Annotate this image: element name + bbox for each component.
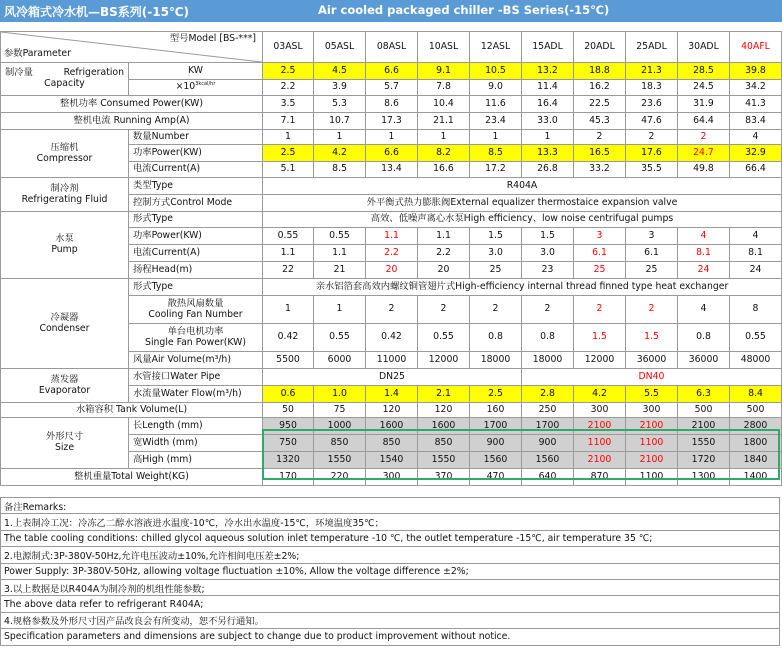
value-cell: 18.3 xyxy=(626,80,678,96)
value-cell: 10.4 xyxy=(418,96,470,113)
value-cell: 21 xyxy=(314,262,366,279)
cooling-label-cn: 制冷量 xyxy=(5,67,33,79)
model-header-7: 25ADL xyxy=(626,32,678,63)
value-cell: 1550 xyxy=(418,452,470,469)
value-cell: 2.2 xyxy=(418,245,470,262)
value-cell: 1840 xyxy=(730,452,782,469)
value-cell: 8.4 xyxy=(730,386,782,403)
compressor-current-label: 电流Current(A) xyxy=(129,162,263,178)
value-cell: 2100 xyxy=(678,418,730,435)
value-cell: 370 xyxy=(418,469,470,486)
value-cell: 8.5 xyxy=(470,145,522,162)
value-cell: 2 xyxy=(574,130,626,145)
value-cell: 17.6 xyxy=(626,145,678,162)
remark-row xyxy=(1,498,780,514)
value-cell: 64.4 xyxy=(678,113,730,130)
remark-line: 4.规格参数及外形尺寸因产品改良会有所变动，恕不另行通知。 xyxy=(1,612,780,628)
value-cell: 1540 xyxy=(366,452,418,469)
value-cell: 2 xyxy=(678,130,730,145)
value-cell: 1400 xyxy=(730,469,782,486)
value-cell: 0.8 xyxy=(470,324,522,352)
length-label: 长Length (mm) xyxy=(129,418,263,435)
value-cell: 300 xyxy=(626,403,678,418)
condenser-group-line-1: Condenser xyxy=(39,322,90,334)
value-cell: 0.55 xyxy=(314,228,366,245)
value-cell: 4 xyxy=(678,228,730,245)
value-cell: 1.1 xyxy=(366,228,418,245)
value-cell: 41.3 xyxy=(730,96,782,113)
total-weight-label: 整机重量Total Weight(KG) xyxy=(1,469,263,486)
value-cell: 1600 xyxy=(418,418,470,435)
value-cell: 1720 xyxy=(678,452,730,469)
value-cell: 25 xyxy=(574,262,626,279)
running-amp-label: 整机电流 Running Amp(A) xyxy=(1,113,263,130)
value-cell: 1.0 xyxy=(314,386,366,403)
pump-power-label: 功率Power(KW) xyxy=(129,228,263,245)
total-weight-row xyxy=(1,469,782,486)
model-header-6: 20ADL xyxy=(574,32,626,63)
model-header-0: 03ASL xyxy=(263,32,314,63)
evaporator-group-line-0: 蒸发器 xyxy=(50,373,79,385)
value-cell: 18000 xyxy=(470,352,522,369)
cooling-kw-row xyxy=(1,63,782,80)
air-volume-label: 风量Air Volume(m³/h) xyxy=(129,352,263,369)
value-cell: 6.6 xyxy=(366,145,418,162)
value-cell: 16.4 xyxy=(522,96,574,113)
value-cell: 850 xyxy=(418,435,470,452)
value-cell: 1 xyxy=(366,130,418,145)
size-group-line-0: 外形尺寸 xyxy=(45,431,84,443)
value-cell: 25 xyxy=(626,262,678,279)
value-cell: 0.8 xyxy=(522,324,574,352)
value-cell: 16.5 xyxy=(574,145,626,162)
value-cell: 8.1 xyxy=(730,245,782,262)
fan-number-label xyxy=(129,296,263,324)
value-cell: 32.9 xyxy=(730,145,782,162)
value-cell: 170 xyxy=(263,469,314,486)
value-cell: 1.5 xyxy=(470,228,522,245)
value-cell: 1550 xyxy=(314,452,366,469)
remark-line: Power Supply: 3P-380V-50Hz, allowing voltage fluctuation ±10%, Allow the voltage difference ±2%; xyxy=(1,563,780,579)
value-cell: 1.1 xyxy=(418,228,470,245)
value-cell: 1550 xyxy=(678,435,730,452)
value-cell: 3.9 xyxy=(314,80,366,96)
value-cell: 13.3 xyxy=(522,145,574,162)
value-cell: 28.5 xyxy=(678,63,730,80)
cooling-label-en2: Capacity xyxy=(44,78,85,89)
value-cell: 24 xyxy=(678,262,730,279)
remark-row xyxy=(1,563,780,579)
value-cell: 2800 xyxy=(730,418,782,435)
value-cell: 33.2 xyxy=(574,162,626,178)
condenser-type-label: 形式Type xyxy=(129,279,263,296)
value-cell: 23.6 xyxy=(626,96,678,113)
value-cell: 3 xyxy=(626,228,678,245)
remarks-table xyxy=(0,497,780,646)
value-cell: 12000 xyxy=(574,352,626,369)
condenser-type-row xyxy=(1,279,782,296)
value-cell: 17.2 xyxy=(470,162,522,178)
size-group xyxy=(1,418,129,469)
value-cell: 4 xyxy=(730,130,782,145)
value-cell: 4 xyxy=(678,296,730,324)
condenser-group-line-0: 冷凝器 xyxy=(50,311,79,323)
compressor-group xyxy=(1,130,129,178)
tank-volume-label: 水箱容积 Tank Volume(L) xyxy=(1,403,263,418)
value-cell: 4.2 xyxy=(574,386,626,403)
value-cell: 1560 xyxy=(470,452,522,469)
value-cell: 1 xyxy=(522,130,574,145)
value-cell: 31.9 xyxy=(678,96,730,113)
model-header-8: 30ADL xyxy=(678,32,730,63)
spec-table xyxy=(0,31,782,486)
running-amp-row xyxy=(1,113,782,130)
value-cell: 1600 xyxy=(366,418,418,435)
value-cell: 0.42 xyxy=(263,324,314,352)
compressor-power-label: 功率Power(KW) xyxy=(129,145,263,162)
pump-group-line-1: Pump xyxy=(51,244,78,255)
kcal-unit-sup: 3kcal/hr xyxy=(195,81,216,88)
value-cell: 0.42 xyxy=(366,324,418,352)
title-en: Air cooled packaged chiller -BS Series(-15℃) xyxy=(318,3,610,17)
value-cell: 2 xyxy=(470,296,522,324)
value-cell: 25 xyxy=(470,262,522,279)
header-diagonal-cell xyxy=(1,32,263,63)
value-cell: 160 xyxy=(470,403,522,418)
size-group-line-1: Size xyxy=(54,442,75,453)
value-cell: 66.4 xyxy=(730,162,782,178)
kcal-unit-base: ×10 xyxy=(175,81,196,93)
value-cell: 1 xyxy=(263,296,314,324)
condenser-group xyxy=(1,279,129,369)
value-cell: 1700 xyxy=(522,418,574,435)
remark-row xyxy=(1,514,780,530)
value-cell: 5500 xyxy=(263,352,314,369)
value-cell: 500 xyxy=(678,403,730,418)
value-cell: 2100 xyxy=(626,452,678,469)
model-header-5: 15ADL xyxy=(522,32,574,63)
value-cell: 13.2 xyxy=(522,63,574,80)
value-cell: 1.5 xyxy=(626,324,678,352)
refrigerant-group-line-1: Refrigerating Fluid xyxy=(21,193,108,205)
value-cell: 2.1 xyxy=(418,386,470,403)
value-cell: 5.5 xyxy=(626,386,678,403)
value-cell: 34.2 xyxy=(730,80,782,96)
remark-line: 1.上表制冷工况：冷冻乙二醇水溶液进水温度-10℃，冷水出水温度-15℃，环境温度35℃； xyxy=(1,514,780,530)
value-cell: 7.8 xyxy=(418,80,470,96)
kcal-unit xyxy=(129,80,263,96)
compressor-number-row xyxy=(1,130,782,145)
value-cell: 2 xyxy=(574,296,626,324)
value-cell: 1 xyxy=(418,130,470,145)
remark-row xyxy=(1,547,780,563)
value-cell: 2.2 xyxy=(366,245,418,262)
pump-group xyxy=(1,212,129,279)
value-cell: 2100 xyxy=(574,452,626,469)
value-cell: 22.5 xyxy=(574,96,626,113)
value-cell: 16.6 xyxy=(418,162,470,178)
remark-row xyxy=(1,530,780,546)
value-cell: 18000 xyxy=(522,352,574,369)
value-cell: 2 xyxy=(522,296,574,324)
value-cell: 24.7 xyxy=(678,145,730,162)
remark-row xyxy=(1,579,780,595)
value-cell: 3.0 xyxy=(522,245,574,262)
fan-power-label-cn: 单台电机功率 xyxy=(167,325,224,337)
condenser-type-value: 亲水铝箔套高效内螺纹铜管翅片式High-efficiency internal thread finned type heat exchanger xyxy=(263,279,782,296)
value-cell: 11.6 xyxy=(470,96,522,113)
value-cell: 2.2 xyxy=(263,80,314,96)
value-cell: 900 xyxy=(470,435,522,452)
value-cell: 0.55 xyxy=(418,324,470,352)
value-cell: 9.0 xyxy=(470,80,522,96)
remark-line: 3.以上数据是以R404A为制冷剂的机组性能参数; xyxy=(1,579,780,595)
value-cell: 5.7 xyxy=(366,80,418,96)
value-cell: 5.3 xyxy=(314,96,366,113)
value-cell: 11.4 xyxy=(522,80,574,96)
value-cell: 1800 xyxy=(730,435,782,452)
value-cell: 6.6 xyxy=(366,63,418,80)
value-cell: 220 xyxy=(314,469,366,486)
value-cell: 1 xyxy=(314,296,366,324)
value-cell: 1100 xyxy=(626,435,678,452)
refrigerant-type-row xyxy=(1,178,782,195)
remark-line: The above data refer to refrigerant R404A; xyxy=(1,596,780,612)
value-cell: 18.8 xyxy=(574,63,626,80)
value-cell: 20 xyxy=(366,262,418,279)
value-cell: 75 xyxy=(314,403,366,418)
refrigerant-type-label: 类型Type xyxy=(129,178,263,195)
pipe-size-large: DN40 xyxy=(522,369,782,386)
compressor-number-label: 数量Number xyxy=(129,130,263,145)
value-cell: 0.55 xyxy=(314,324,366,352)
remark-line: 2.电源制式:3P-380V-50Hz,允许电压波动±10%,允许相间电压差±2%; xyxy=(1,547,780,563)
length-row xyxy=(1,418,782,435)
fan-number-label-cn: 散热风扇数量 xyxy=(167,297,224,309)
cooling-label-en1: Refrigeration xyxy=(63,67,124,79)
value-cell: 6.1 xyxy=(574,245,626,262)
parameter-label: 参数Parameter xyxy=(4,48,71,60)
value-cell: 1700 xyxy=(470,418,522,435)
value-cell: 13.4 xyxy=(366,162,418,178)
value-cell: 1.4 xyxy=(366,386,418,403)
remark-row xyxy=(1,629,780,645)
value-cell: 0.55 xyxy=(263,228,314,245)
width-label: 宽Width (mm) xyxy=(129,435,263,452)
value-cell: 120 xyxy=(418,403,470,418)
pump-type-row xyxy=(1,212,782,228)
cooling-group xyxy=(1,63,129,96)
value-cell: 2.5 xyxy=(263,145,314,162)
evaporator-group-line-1: Evaporator xyxy=(38,384,91,396)
model-header-1: 05ASL xyxy=(314,32,366,63)
value-cell: 2.5 xyxy=(470,386,522,403)
value-cell: 23 xyxy=(522,262,574,279)
value-cell: 16.2 xyxy=(574,80,626,96)
value-cell: 1300 xyxy=(678,469,730,486)
control-mode-label: 控制方式Control Mode xyxy=(129,195,263,212)
value-cell: 49.8 xyxy=(678,162,730,178)
model-header-9: 40AFL xyxy=(730,32,782,63)
remark-line: 备注Remarks: xyxy=(1,498,780,514)
pump-type-value: 高效、低噪声离心水泵High efficiency、low noise centrifugal pumps xyxy=(263,212,782,228)
value-cell: 750 xyxy=(263,435,314,452)
value-cell: 0.6 xyxy=(263,386,314,403)
pump-group-line-0: 水泵 xyxy=(55,233,74,245)
remark-row xyxy=(1,596,780,612)
value-cell: 4.5 xyxy=(314,63,366,80)
value-cell: 2 xyxy=(626,296,678,324)
value-cell: 17.3 xyxy=(366,113,418,130)
value-cell: 33.0 xyxy=(522,113,574,130)
value-cell: 1.5 xyxy=(574,324,626,352)
pump-head-label: 扬程Head(m) xyxy=(129,262,263,279)
value-cell: 300 xyxy=(366,469,418,486)
value-cell: 22 xyxy=(263,262,314,279)
consumed-power-label: 整机功率 Consumed Power(KW) xyxy=(1,96,263,113)
fan-power-label-en: Single Fan Power(KW) xyxy=(145,336,246,348)
value-cell: 48000 xyxy=(730,352,782,369)
value-cell: 850 xyxy=(366,435,418,452)
value-cell: 9.1 xyxy=(418,63,470,80)
compressor-group-line-1: Compressor xyxy=(36,152,93,164)
value-cell: 300 xyxy=(574,403,626,418)
fan-number-label-en: Cooling Fan Number xyxy=(148,308,243,320)
value-cell: 470 xyxy=(470,469,522,486)
value-cell: 3.5 xyxy=(263,96,314,113)
value-cell: 83.4 xyxy=(730,113,782,130)
fan-power-label xyxy=(129,324,263,352)
value-cell: 24.5 xyxy=(678,80,730,96)
value-cell: 2.8 xyxy=(522,386,574,403)
value-cell: 1 xyxy=(470,130,522,145)
value-cell: 36000 xyxy=(626,352,678,369)
value-cell: 20 xyxy=(418,262,470,279)
remark-line: The table cooling conditions: chilled glycol aqueous solution inlet temperature -10 ℃, the outlet temperature -15℃, air temperature 35 ℃; xyxy=(1,530,780,546)
value-cell: 2 xyxy=(418,296,470,324)
value-cell: 7.1 xyxy=(263,113,314,130)
value-cell: 1.5 xyxy=(522,228,574,245)
model-header-4: 12ASL xyxy=(470,32,522,63)
model-label: 型号Model [BS-***] xyxy=(169,33,256,44)
value-cell: 2 xyxy=(626,130,678,145)
value-cell: 12000 xyxy=(418,352,470,369)
value-cell: 1320 xyxy=(263,452,314,469)
value-cell: 1 xyxy=(314,130,366,145)
value-cell: 900 xyxy=(522,435,574,452)
value-cell: 1100 xyxy=(574,435,626,452)
value-cell: 8.2 xyxy=(418,145,470,162)
remark-row xyxy=(1,612,780,628)
refrigerant-group-line-0: 制冷剂 xyxy=(50,182,79,194)
pump-type-label: 形式Type xyxy=(129,212,263,228)
value-cell: 36000 xyxy=(678,352,730,369)
value-cell: 0.55 xyxy=(730,324,782,352)
value-cell: 250 xyxy=(522,403,574,418)
value-cell: 10.5 xyxy=(470,63,522,80)
value-cell: 950 xyxy=(263,418,314,435)
refrigerant-group xyxy=(1,178,129,212)
evaporator-group xyxy=(1,369,129,403)
refrigerant-type-value: R404A xyxy=(263,178,782,195)
value-cell: 3 xyxy=(574,228,626,245)
value-cell: 8 xyxy=(730,296,782,324)
value-cell: 640 xyxy=(522,469,574,486)
value-cell: 24 xyxy=(730,262,782,279)
value-cell: 39.8 xyxy=(730,63,782,80)
value-cell: 50 xyxy=(263,403,314,418)
value-cell: 1100 xyxy=(626,469,678,486)
value-cell: 6000 xyxy=(314,352,366,369)
value-cell: 0.8 xyxy=(678,324,730,352)
value-cell: 11000 xyxy=(366,352,418,369)
water-pipe-label: 水管接口Water Pipe xyxy=(129,369,263,386)
control-mode-value: 外平衡式热力膨胀阀External equalizer thermostaice expansion valve xyxy=(263,195,782,212)
value-cell: 23.4 xyxy=(470,113,522,130)
consumed-power-row xyxy=(1,96,782,113)
tank-volume-row xyxy=(1,403,782,418)
compressor-group-line-0: 压缩机 xyxy=(50,141,79,153)
value-cell: 21.1 xyxy=(418,113,470,130)
kw-unit: KW xyxy=(129,63,263,80)
value-cell: 120 xyxy=(366,403,418,418)
value-cell: 1.1 xyxy=(314,245,366,262)
value-cell: 1000 xyxy=(314,418,366,435)
header-row xyxy=(1,32,782,63)
value-cell: 45.3 xyxy=(574,113,626,130)
value-cell: 3.0 xyxy=(470,245,522,262)
model-header-2: 08ASL xyxy=(366,32,418,63)
value-cell: 6.1 xyxy=(626,245,678,262)
value-cell: 870 xyxy=(574,469,626,486)
title-cn: 风冷箱式冷水机—BS系列(-15℃) xyxy=(4,5,189,19)
water-pipe-row xyxy=(1,369,782,386)
value-cell: 2100 xyxy=(626,418,678,435)
model-header-3: 10ASL xyxy=(418,32,470,63)
value-cell: 35.5 xyxy=(626,162,678,178)
value-cell: 2100 xyxy=(574,418,626,435)
value-cell: 8.6 xyxy=(366,96,418,113)
title-bar xyxy=(0,0,782,22)
water-flow-label: 水流量Water Flow(m³/h) xyxy=(129,386,263,403)
value-cell: 26.8 xyxy=(522,162,574,178)
value-cell: 5.1 xyxy=(263,162,314,178)
value-cell: 2.5 xyxy=(263,63,314,80)
value-cell: 8.5 xyxy=(314,162,366,178)
value-cell: 1 xyxy=(263,130,314,145)
value-cell: 6.3 xyxy=(678,386,730,403)
value-cell: 4.2 xyxy=(314,145,366,162)
value-cell: 21.3 xyxy=(626,63,678,80)
value-cell: 10.7 xyxy=(314,113,366,130)
value-cell: 2 xyxy=(366,296,418,324)
pump-current-label: 电流Current(A) xyxy=(129,245,263,262)
value-cell: 47.6 xyxy=(626,113,678,130)
value-cell: 4 xyxy=(730,228,782,245)
value-cell: 500 xyxy=(730,403,782,418)
height-label: 高High (mm) xyxy=(129,452,263,469)
value-cell: 8.1 xyxy=(678,245,730,262)
remark-line: Specification parameters and dimensions are subject to change due to product improvement without notice. xyxy=(1,629,780,645)
pipe-size-small: DN25 xyxy=(263,369,522,386)
value-cell: 1.1 xyxy=(263,245,314,262)
value-cell: 1560 xyxy=(522,452,574,469)
value-cell: 850 xyxy=(314,435,366,452)
